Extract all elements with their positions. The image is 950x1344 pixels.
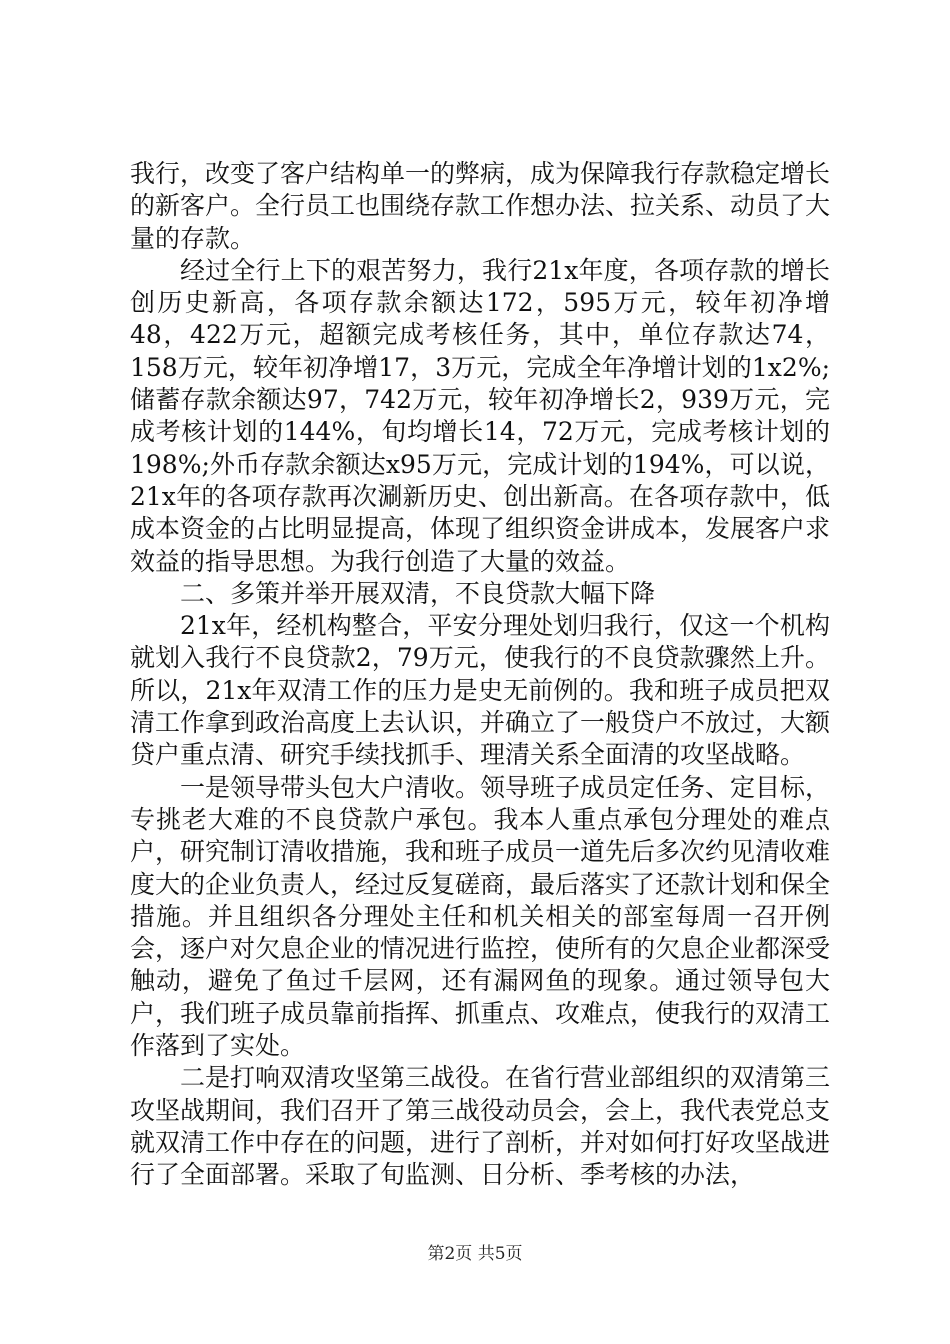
- paragraph-bad-loans: 21x年，经机构整合，平安分理处划归我行，仅这一个机构就划入我行不良贷款2，79万元，使我行的不良贷款骤然上升。所以，21x年双清工作的压力是史无前例的。我和班子成员把双清工作拿到政治高度上去认识，并确立了一般贷户不放过，大额贷户重点清、研究手续找抓手、理清关系全面清的攻坚战略。: [130, 611, 831, 770]
- page-number-indicator: 第2页 共5页: [427, 1244, 523, 1264]
- paragraph-deposit-results: 经过全行上下的艰苦努力，我行21x年度，各项存款的增长创历史新高，各项存款余额达172，595万元，较年初净增48，422万元，超额完成考核任务，其中，单位存款达74，158万元，较年初净增17，3万元，完成全年净增计划的1x2%;储蓄存款余额达97，742万元，较年初净增长2，939万元，完成考核计划的144%，旬均增长14，72万元，完成考核计划的198%;外币存款余额达x95万元，完成计划的194%，可以说，21x年的各项存款再次涮新历史、创出新高。在各项存款中，低成本资金的占比明显提高，体现了组织资金讲成本，发展客户求效益的指导思想。为我行创造了大量的效益。: [130, 255, 831, 576]
- paragraph-continuation: 我行，改变了客户结构单一的弊病，成为保障我行存款稳定增长的新客户。全行员工也围绕存款工作想办法、拉关系、动员了大量的存款。: [130, 159, 831, 253]
- document-body: [130, 158, 830, 1192]
- section-heading-double-clearance: 二、多策并举开展双清，不良贷款大幅下降: [180, 578, 656, 608]
- page-footer: [0, 1243, 950, 1265]
- paragraph-leadership-collection: 一是领导带头包大户清收。领导班子成员定任务、定目标，专挑老大难的不良贷款户承包。我本人重点承包分理处的难点户，研究制订清收措施，我和班子成员一道先后多次约见清收难度大的企业负责人，经过反复磋商，最后落实了还款计划和保全措施。并且组织各分理处主任和机关相关的部室每周一召开例会，逐户对欠息企业的情况进行监控，使所有的欠息企业都深受触动，避免了鱼过千层网，还有漏网鱼的现象。通过领导包大户，我们班子成员靠前指挥、抓重点、攻难点，使我行的双清工作落到了实处。: [130, 772, 831, 1061]
- paragraph-third-campaign: 二是打响双清攻坚第三战役。在省行营业部组织的双清第三攻坚战期间，我们召开了第三战役动员会，会上，我代表党总支就双清工作中存在的问题，进行了剖析，并对如何打好攻坚战进行了全面部署。采取了旬监测、日分析、季考核的办法，: [130, 1063, 831, 1190]
